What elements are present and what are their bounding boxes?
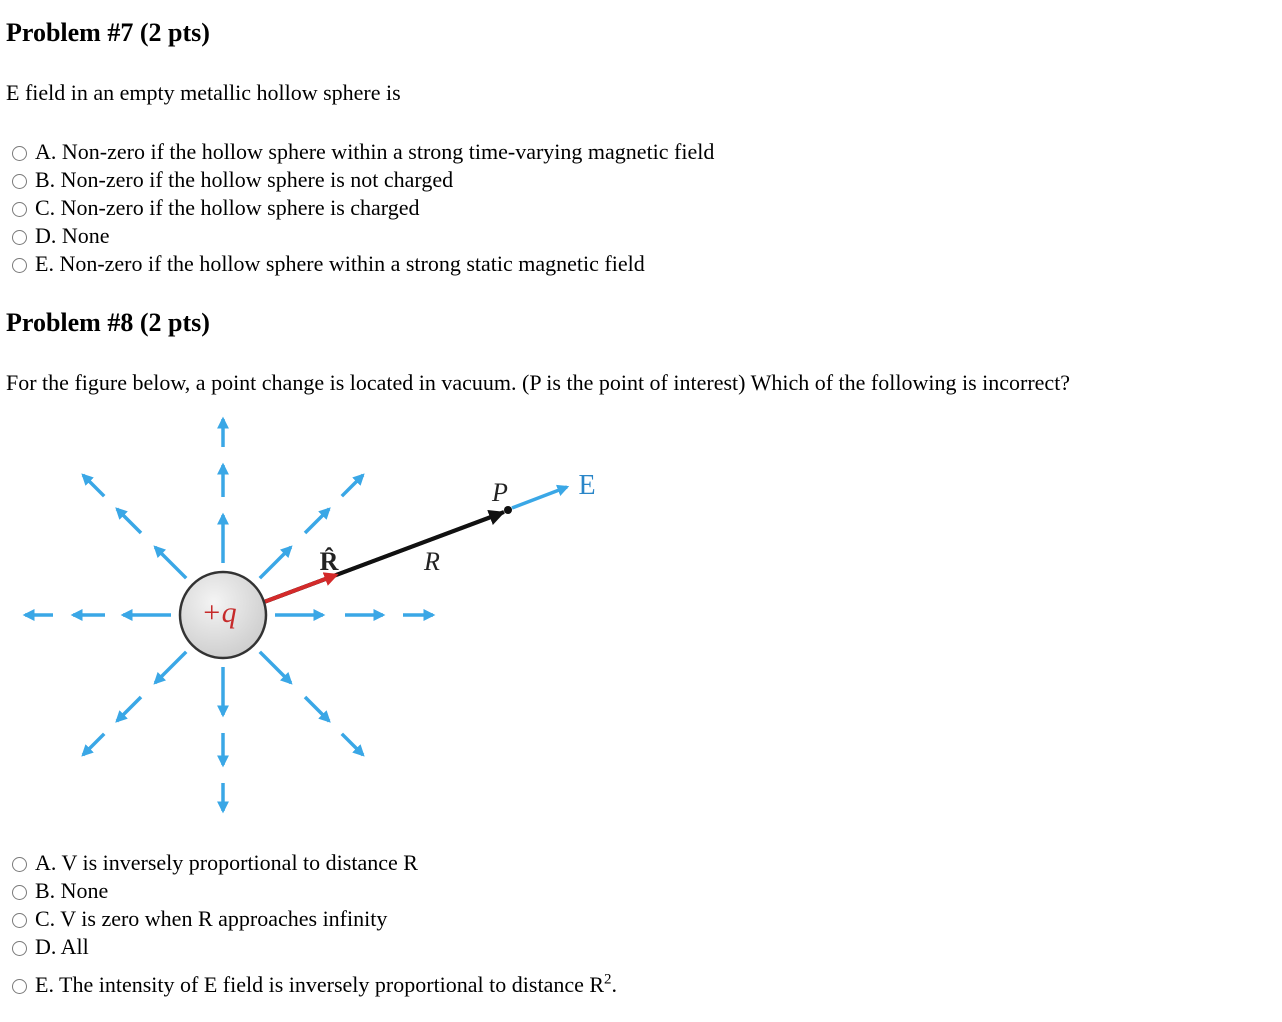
field-line-arrow xyxy=(342,475,363,496)
radio-button[interactable] xyxy=(12,146,27,161)
radio-button[interactable] xyxy=(12,258,27,273)
distance-label: R xyxy=(424,547,440,576)
radio-button[interactable] xyxy=(12,979,27,994)
problem-8-option-c[interactable] xyxy=(12,905,617,933)
option-label: D. All xyxy=(35,934,89,959)
field-line-arrow xyxy=(260,652,291,683)
option-label: D. None xyxy=(35,223,110,248)
option-label: C. V is zero when R approaches infinity xyxy=(35,906,388,931)
unit-vector-arrow xyxy=(264,575,336,602)
problem-7-option-e[interactable] xyxy=(12,250,714,278)
radio-button[interactable] xyxy=(12,857,27,872)
option-label: A. Non-zero if the hollow sphere within a strong time-varying magnetic field xyxy=(35,139,715,164)
problem-7-option-b[interactable] xyxy=(12,166,714,194)
radio-button[interactable] xyxy=(12,913,27,928)
option-e-text: E. The intensity of E field is inversely proportional to distance R xyxy=(35,972,605,997)
problem-8-option-b[interactable] xyxy=(12,877,617,905)
field-line-arrow xyxy=(260,547,291,578)
problem-7-option-a[interactable] xyxy=(12,138,714,166)
problem-8-option-a[interactable] xyxy=(12,849,617,877)
field-line-arrow xyxy=(305,509,329,533)
radio-button[interactable] xyxy=(12,202,27,217)
field-label: E xyxy=(578,470,596,501)
field-line-arrow xyxy=(83,475,104,496)
problem-8-title: Problem #8 (2 pts) xyxy=(6,308,210,337)
problem-7-option-c[interactable] xyxy=(12,194,714,222)
problem-7-question: E field in an empty metallic hollow sphere is xyxy=(6,80,401,105)
field-line-arrow xyxy=(155,547,186,578)
option-label: A. V is inversely proportional to distance R xyxy=(35,850,418,875)
radio-button[interactable] xyxy=(12,174,27,189)
option-e-superscript: 2 xyxy=(604,971,612,988)
problem-8-option-e[interactable] xyxy=(12,971,617,999)
radio-button[interactable] xyxy=(12,885,27,900)
option-label: C. Non-zero if the hollow sphere is charged xyxy=(35,195,420,220)
option-label xyxy=(35,972,617,998)
field-line-arrow xyxy=(305,697,329,721)
problem-7-option-d[interactable] xyxy=(12,222,714,250)
option-label: E. Non-zero if the hollow sphere within a strong static magnetic field xyxy=(35,251,645,276)
radio-button[interactable] xyxy=(12,230,27,245)
point-p xyxy=(504,506,512,514)
option-label: B. None xyxy=(35,878,109,903)
unit-vector-label: R̂ xyxy=(319,547,339,576)
radio-button[interactable] xyxy=(12,941,27,956)
field-vector-at-p xyxy=(512,487,567,508)
point-charge-figure xyxy=(14,412,596,820)
problem-8-options xyxy=(12,849,617,999)
problem-8-question: For the figure below, a point change is located in vacuum. (P is the point of interest) Which of the following is incorrect? xyxy=(6,370,1071,395)
point-p-label: P xyxy=(492,478,508,507)
field-line-arrow xyxy=(117,697,141,721)
field-line-arrow xyxy=(117,509,141,533)
field-line-arrow xyxy=(342,734,363,755)
field-line-arrow xyxy=(83,734,104,755)
problem-8-option-d[interactable] xyxy=(12,933,617,961)
problem-7-options xyxy=(12,138,714,278)
field-line-arrow xyxy=(155,652,186,683)
option-label: B. Non-zero if the hollow sphere is not charged xyxy=(35,167,454,192)
charge-label: +q xyxy=(201,596,237,629)
problem-7-title: Problem #7 (2 pts) xyxy=(6,18,210,47)
option-e-period: . xyxy=(611,972,618,997)
